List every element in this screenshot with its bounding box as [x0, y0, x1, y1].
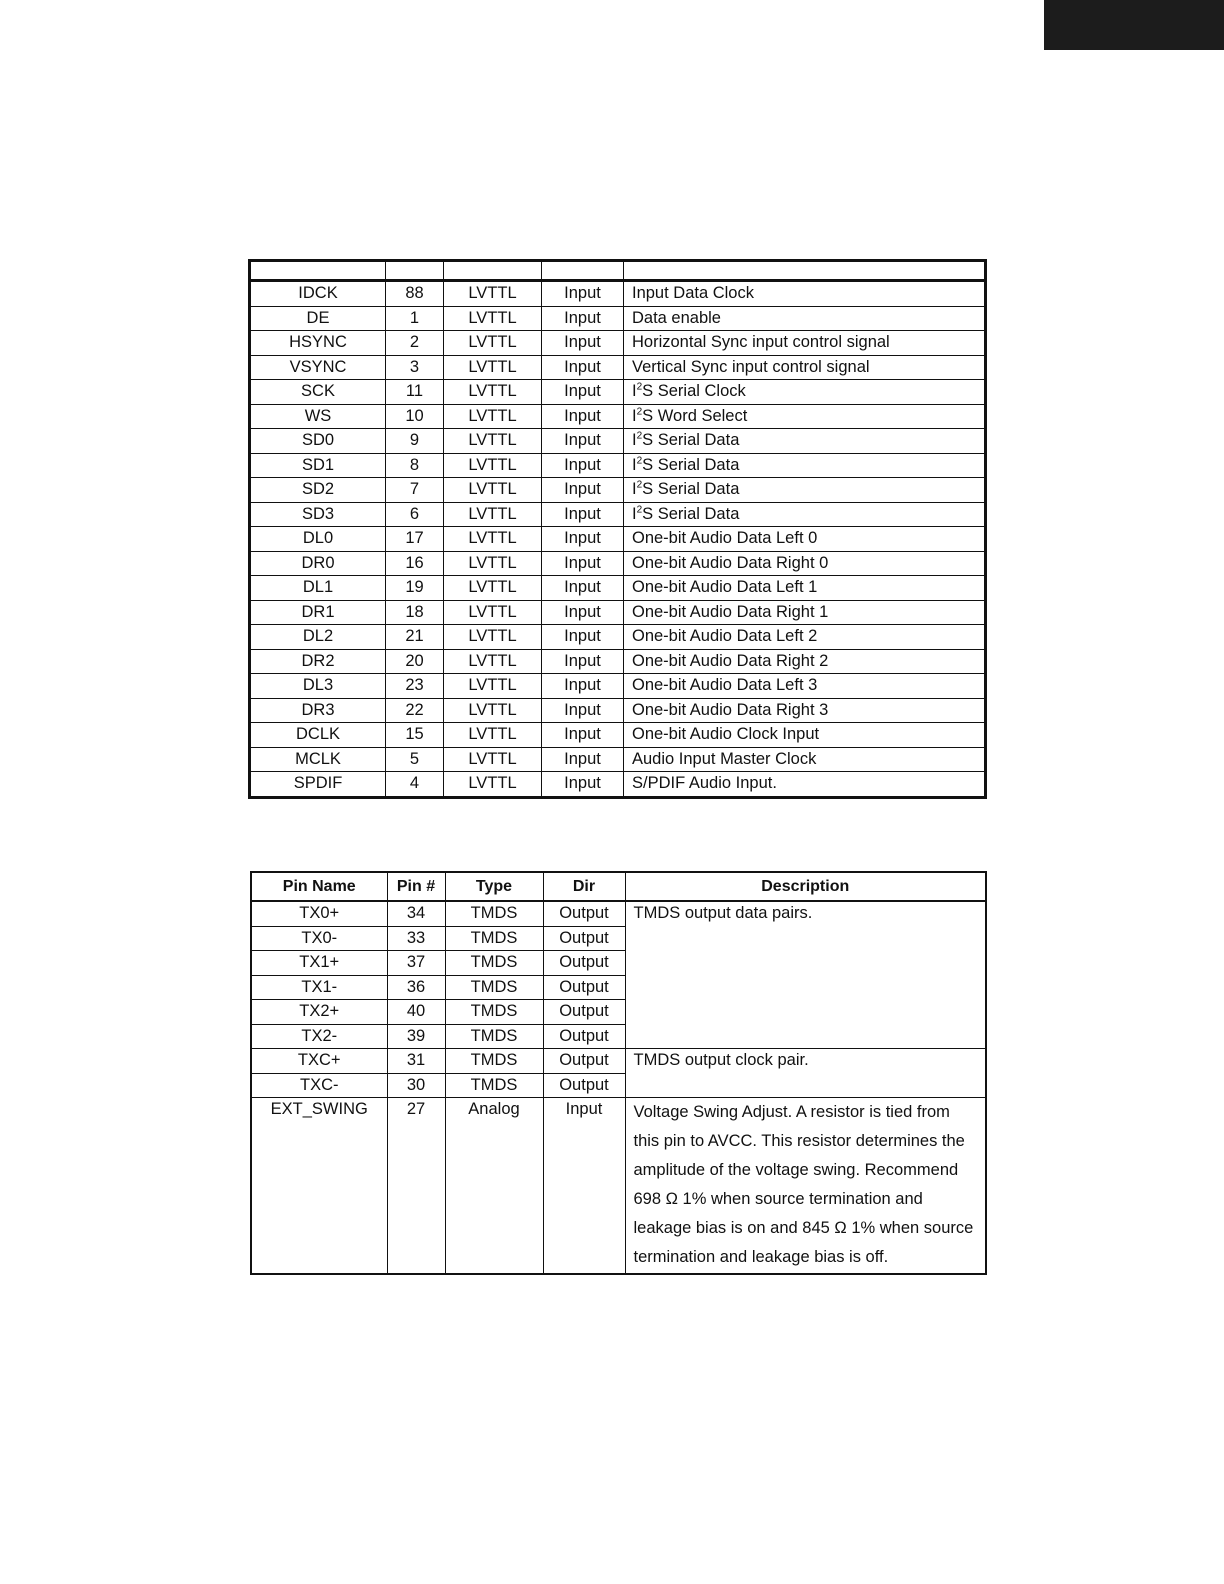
- table-row: [250, 772, 986, 798]
- pin-name-cell: TX0-: [251, 926, 387, 951]
- table-row: [251, 901, 986, 926]
- pin-name-cell: SD3: [250, 502, 386, 527]
- description-cell-ext-swing: Voltage Swing Adjust. A resistor is tied from this pin to AVCC. This resistor determines the amplitude of the voltage swing. Recommend 698 Ω 1% when source termination and leakage bias is on and 845 Ω 1% when source termination and leakage bias is off.: [625, 1098, 986, 1274]
- dir-cell: Output: [543, 1000, 625, 1025]
- description-text: S Serial Data: [642, 480, 740, 499]
- table-row: [251, 1049, 986, 1074]
- dir-cell: Input: [542, 281, 624, 307]
- description-cell: [624, 502, 986, 527]
- pin-number-cell: 30: [387, 1073, 445, 1098]
- pin-number-cell: 34: [387, 901, 445, 926]
- description-cell: [624, 404, 986, 429]
- type-cell: TMDS: [445, 975, 543, 1000]
- type-cell: LVTTL: [444, 772, 542, 798]
- pin-name-cell: VSYNC: [250, 355, 386, 380]
- type-cell: LVTTL: [444, 674, 542, 699]
- pin-number-cell: 11: [386, 380, 444, 405]
- type-cell: LVTTL: [444, 527, 542, 552]
- table-row: [250, 306, 986, 331]
- description-text: One-bit Audio Data Left 2: [632, 627, 818, 646]
- type-cell: LVTTL: [444, 649, 542, 674]
- description-cell: [624, 674, 986, 699]
- description-cell: [624, 698, 986, 723]
- dir-cell: Output: [543, 951, 625, 976]
- pin-name-cell: TXC-: [251, 1073, 387, 1098]
- pin-name-cell: TX2+: [251, 1000, 387, 1025]
- header-description: Description: [625, 872, 986, 901]
- dir-cell: Output: [543, 1024, 625, 1049]
- table-row: [250, 551, 986, 576]
- description-superscript: 2: [636, 430, 643, 442]
- header-pin-number: Pin #: [387, 872, 445, 901]
- pin-name-cell: DR3: [250, 698, 386, 723]
- table-row: [250, 576, 986, 601]
- description-cell: [624, 649, 986, 674]
- dir-cell: Input: [542, 453, 624, 478]
- description-prefix: I: [632, 480, 637, 499]
- description-text: Input Data Clock: [632, 284, 754, 303]
- pin-number-cell: 1: [386, 306, 444, 331]
- pin-number-cell: 10: [386, 404, 444, 429]
- dir-cell: Input: [542, 723, 624, 748]
- description-text: S Word Select: [642, 406, 748, 425]
- header-type: Type: [445, 872, 543, 901]
- description-text: S Serial Data: [642, 504, 740, 523]
- description-cell: [624, 281, 986, 307]
- description-prefix: I: [632, 431, 637, 450]
- pin-name-cell: SPDIF: [250, 772, 386, 798]
- description-cell: [624, 331, 986, 356]
- table-row: [250, 478, 986, 503]
- table-row: [250, 527, 986, 552]
- pin-number-cell: 4: [386, 772, 444, 798]
- description-text: One-bit Audio Data Right 3: [632, 700, 829, 719]
- dir-cell: Output: [543, 975, 625, 1000]
- description-cell: [624, 551, 986, 576]
- description-superscript: 2: [636, 406, 643, 418]
- table-row: [250, 502, 986, 527]
- type-cell: LVTTL: [444, 404, 542, 429]
- pin-name-cell: SD2: [250, 478, 386, 503]
- table-row: [250, 404, 986, 429]
- description-text: One-bit Audio Data Right 1: [632, 602, 829, 621]
- pin-number-cell: 33: [387, 926, 445, 951]
- dir-cell: Input: [542, 551, 624, 576]
- dir-cell: Input: [542, 600, 624, 625]
- description-text: One-bit Audio Data Right 2: [632, 651, 829, 670]
- output-table-header-row: [251, 872, 986, 901]
- description-cell-clock-pair: TMDS output clock pair.: [625, 1049, 986, 1098]
- description-text: S Serial Data: [642, 431, 740, 450]
- type-cell: LVTTL: [444, 355, 542, 380]
- type-cell: LVTTL: [444, 453, 542, 478]
- description-cell: [624, 306, 986, 331]
- header-dir: Dir: [543, 872, 625, 901]
- pin-name-cell: DR0: [250, 551, 386, 576]
- description-cell: [624, 723, 986, 748]
- description-prefix: I: [632, 504, 637, 523]
- description-superscript: 2: [636, 479, 643, 491]
- description-text: S/PDIF Audio Input.: [632, 774, 777, 793]
- table-row: [250, 600, 986, 625]
- dir-cell: Input: [542, 625, 624, 650]
- pin-number-cell: 9: [386, 429, 444, 454]
- description-cell: [624, 772, 986, 798]
- dir-cell: Output: [543, 901, 625, 926]
- pin-number-cell: 18: [386, 600, 444, 625]
- dir-cell: Output: [543, 926, 625, 951]
- description-text: One-bit Audio Data Left 3: [632, 676, 818, 695]
- pin-name-cell: DL2: [250, 625, 386, 650]
- header-pin-name: Pin Name: [251, 872, 387, 901]
- description-cell: [624, 355, 986, 380]
- pin-name-cell: IDCK: [250, 281, 386, 307]
- pin-name-cell: DCLK: [250, 723, 386, 748]
- description-cell: [624, 380, 986, 405]
- type-cell: LVTTL: [444, 331, 542, 356]
- pin-number-cell: 3: [386, 355, 444, 380]
- type-cell: TMDS: [445, 951, 543, 976]
- description-superscript: 2: [636, 504, 643, 516]
- input-pin-table-body: [250, 261, 986, 798]
- description-prefix: I: [632, 382, 637, 401]
- table-row: [250, 674, 986, 699]
- type-cell: LVTTL: [444, 551, 542, 576]
- dir-cell: Input: [542, 576, 624, 601]
- table-row: [250, 625, 986, 650]
- pin-name-cell: DL0: [250, 527, 386, 552]
- pin-number-cell: 2: [386, 331, 444, 356]
- pin-name-cell: SCK: [250, 380, 386, 405]
- type-cell: TMDS: [445, 1073, 543, 1098]
- pin-number-cell: 5: [386, 747, 444, 772]
- header-cell: [542, 261, 624, 281]
- description-text: Horizontal Sync input control signal: [632, 333, 890, 352]
- table-row: [250, 331, 986, 356]
- type-cell: LVTTL: [444, 380, 542, 405]
- description-text: Audio Input Master Clock: [632, 749, 817, 768]
- pin-name-cell: DL3: [250, 674, 386, 699]
- pin-name-cell: TX0+: [251, 901, 387, 926]
- type-cell: LVTTL: [444, 306, 542, 331]
- description-cell: [624, 625, 986, 650]
- pin-number-cell: 22: [386, 698, 444, 723]
- pin-name-cell: DE: [250, 306, 386, 331]
- dir-cell: Input: [542, 772, 624, 798]
- type-cell: TMDS: [445, 1049, 543, 1074]
- pin-name-cell: MCLK: [250, 747, 386, 772]
- type-cell: LVTTL: [444, 747, 542, 772]
- pin-number-cell: 31: [387, 1049, 445, 1074]
- pin-name-cell: TXC+: [251, 1049, 387, 1074]
- type-cell: LVTTL: [444, 502, 542, 527]
- pin-name-cell: WS: [250, 404, 386, 429]
- type-cell: LVTTL: [444, 723, 542, 748]
- pin-number-cell: 88: [386, 281, 444, 307]
- pin-name-cell: SD1: [250, 453, 386, 478]
- description-superscript: 2: [636, 455, 643, 467]
- description-cell: [624, 576, 986, 601]
- pin-name-cell: TX2-: [251, 1024, 387, 1049]
- type-cell: LVTTL: [444, 478, 542, 503]
- type-cell: LVTTL: [444, 698, 542, 723]
- description-text: One-bit Audio Data Left 1: [632, 578, 818, 597]
- type-cell: LVTTL: [444, 429, 542, 454]
- description-text: Vertical Sync input control signal: [632, 357, 870, 376]
- dir-cell: Input: [542, 502, 624, 527]
- corner-tab-marker: [1044, 0, 1224, 50]
- table-row: [251, 1098, 986, 1274]
- description-cell: [624, 527, 986, 552]
- pin-number-cell: 27: [387, 1098, 445, 1274]
- pin-number-cell: 37: [387, 951, 445, 976]
- description-prefix: I: [632, 406, 637, 425]
- type-cell: TMDS: [445, 901, 543, 926]
- input-pin-table: [248, 259, 987, 799]
- pin-number-cell: 19: [386, 576, 444, 601]
- description-cell-data-pairs: TMDS output data pairs.: [625, 901, 986, 1049]
- table-row: [250, 649, 986, 674]
- input-table-header-row: [250, 261, 986, 281]
- type-cell: LVTTL: [444, 576, 542, 601]
- pin-name-cell: DL1: [250, 576, 386, 601]
- pin-name-cell: TX1-: [251, 975, 387, 1000]
- pin-number-cell: 8: [386, 453, 444, 478]
- description-text: One-bit Audio Data Right 0: [632, 553, 829, 572]
- dir-cell: Input: [542, 747, 624, 772]
- dir-cell: Output: [543, 1073, 625, 1098]
- table-row: [250, 429, 986, 454]
- table-row: [250, 698, 986, 723]
- dir-cell: Output: [543, 1049, 625, 1074]
- description-text: One-bit Audio Data Left 0: [632, 529, 818, 548]
- pin-number-cell: 39: [387, 1024, 445, 1049]
- pin-number-cell: 15: [386, 723, 444, 748]
- description-cell: [624, 478, 986, 503]
- pin-name-cell: DR1: [250, 600, 386, 625]
- output-pin-table: [250, 871, 987, 1275]
- pin-name-cell: EXT_SWING: [251, 1098, 387, 1274]
- header-cell: [444, 261, 542, 281]
- dir-cell: Input: [542, 674, 624, 699]
- type-cell: TMDS: [445, 926, 543, 951]
- table-row: [250, 723, 986, 748]
- description-superscript: 2: [636, 381, 643, 393]
- pin-number-cell: 21: [386, 625, 444, 650]
- table-row: [250, 281, 986, 307]
- description-text: S Serial Data: [642, 455, 740, 474]
- description-prefix: I: [632, 455, 637, 474]
- type-cell: LVTTL: [444, 281, 542, 307]
- dir-cell: Input: [542, 306, 624, 331]
- table-row: [250, 355, 986, 380]
- type-cell: LVTTL: [444, 600, 542, 625]
- pin-number-cell: 40: [387, 1000, 445, 1025]
- description-cell: [624, 429, 986, 454]
- dir-cell: Input: [542, 478, 624, 503]
- table-row: [250, 453, 986, 478]
- pin-number-cell: 16: [386, 551, 444, 576]
- pin-number-cell: 20: [386, 649, 444, 674]
- header-cell: [624, 261, 986, 281]
- dir-cell: Input: [542, 331, 624, 356]
- pin-number-cell: 6: [386, 502, 444, 527]
- table-row: [250, 747, 986, 772]
- dir-cell: Input: [542, 404, 624, 429]
- description-text: Data enable: [632, 308, 721, 327]
- dir-cell: Input: [542, 380, 624, 405]
- pin-number-cell: 36: [387, 975, 445, 1000]
- header-cell: [250, 261, 386, 281]
- type-cell: Analog: [445, 1098, 543, 1274]
- pin-name-cell: SD0: [250, 429, 386, 454]
- dir-cell: Input: [542, 429, 624, 454]
- description-text: One-bit Audio Clock Input: [632, 725, 820, 744]
- type-cell: TMDS: [445, 1024, 543, 1049]
- description-cell: [624, 747, 986, 772]
- dir-cell: Input: [542, 355, 624, 380]
- pin-name-cell: TX1+: [251, 951, 387, 976]
- pin-number-cell: 7: [386, 478, 444, 503]
- dir-cell: Input: [543, 1098, 625, 1274]
- table-row: [250, 380, 986, 405]
- dir-cell: Input: [542, 698, 624, 723]
- description-text: S Serial Clock: [642, 382, 746, 401]
- pin-name-cell: HSYNC: [250, 331, 386, 356]
- description-cell: [624, 453, 986, 478]
- pin-name-cell: DR2: [250, 649, 386, 674]
- pin-number-cell: 23: [386, 674, 444, 699]
- type-cell: LVTTL: [444, 625, 542, 650]
- description-cell: [624, 600, 986, 625]
- dir-cell: Input: [542, 649, 624, 674]
- dir-cell: Input: [542, 527, 624, 552]
- type-cell: TMDS: [445, 1000, 543, 1025]
- pin-number-cell: 17: [386, 527, 444, 552]
- header-cell: [386, 261, 444, 281]
